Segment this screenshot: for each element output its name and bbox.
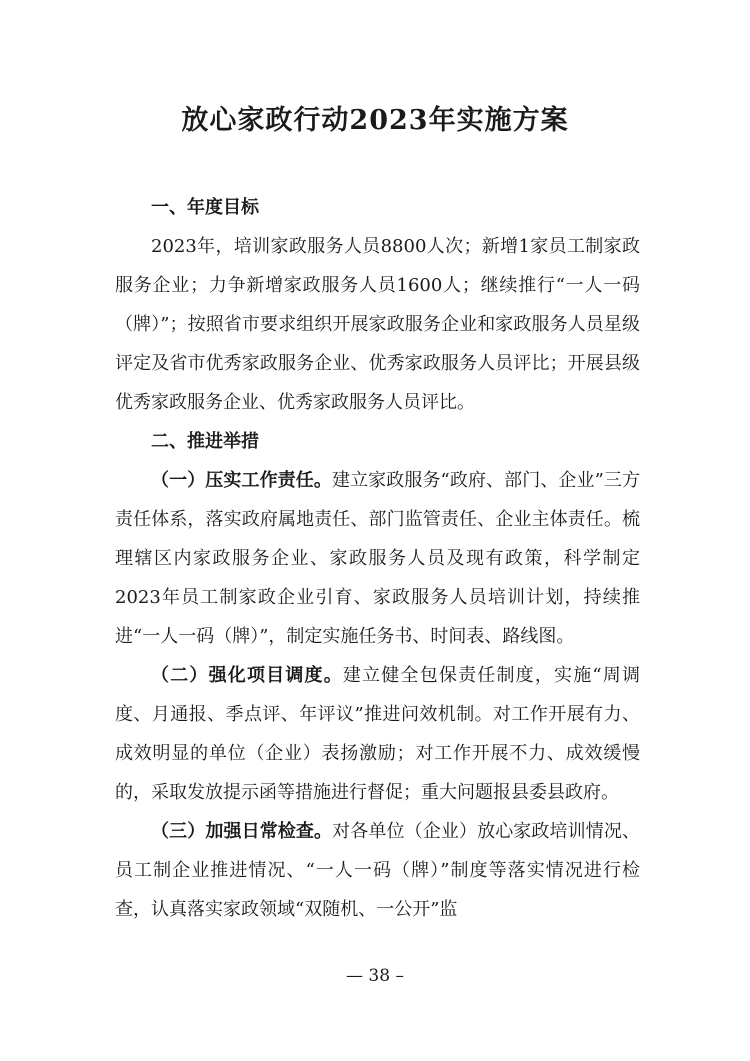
paragraph-measure-2 [115, 656, 640, 812]
section-heading-measures: 二、推进举措 [151, 431, 259, 452]
paragraph-text: 建立健全包保责任制度，实施“周调度、月通报、季点评、年评议”推进问效机制。对工作开展有力、成效明显的单位（企业）表扬激励；对工作开展不力、成效缓慢的，采取发放提示函等措施进行督促；重大问题报县委县政府。 [115, 665, 641, 803]
page-number: — 38 – [346, 966, 404, 986]
paragraph-lead: （二）强化项目调度。 [151, 665, 343, 686]
paragraph-text: 建立家政服务“政府、部门、企业”三方责任体系，落实政府属地责任、部门监管责任、企业主体责任。梳理辖区内家政服务企业、家政服务人员及现有政策，科学制定2023年员工制家政企业引育、家政服务人员培训计划，持续推进“一人一码（牌）”，制定实施任务书、时间表、路线图。 [115, 470, 641, 647]
paragraph-text: 2023年，培训家政服务人员8800人次；新增1家员工制家政服务企业；力争新增家政服务人员1600人；继续推行“一人一码（牌）”；按照省市要求组织开展家政服务企业和家政服务人员星级评定及省市优秀家政服务企业、优秀家政服务人员评比；开展县级优秀家政服务企业、优秀家政服务人员评比。 [115, 236, 640, 413]
paragraph-lead: （三）加强日常检查。 [151, 821, 333, 842]
section-heading-goals: 一、年度目标 [151, 197, 259, 218]
paragraph-lead: （一）压实工作责任。 [151, 470, 332, 491]
document-body [115, 188, 640, 929]
paragraph-measure-3 [115, 812, 640, 929]
paragraph-measure-1 [115, 461, 640, 656]
paragraph-goals [115, 227, 640, 422]
document-title: 放心家政行动2023年实施方案 [181, 105, 569, 136]
paragraph-text: 对各单位（企业）放心家政培训情况、员工制企业推进情况、“一人一码（牌）”制度等落实情况进行检查，认真落实家政领域“双随机、一公开”监 [115, 821, 641, 920]
